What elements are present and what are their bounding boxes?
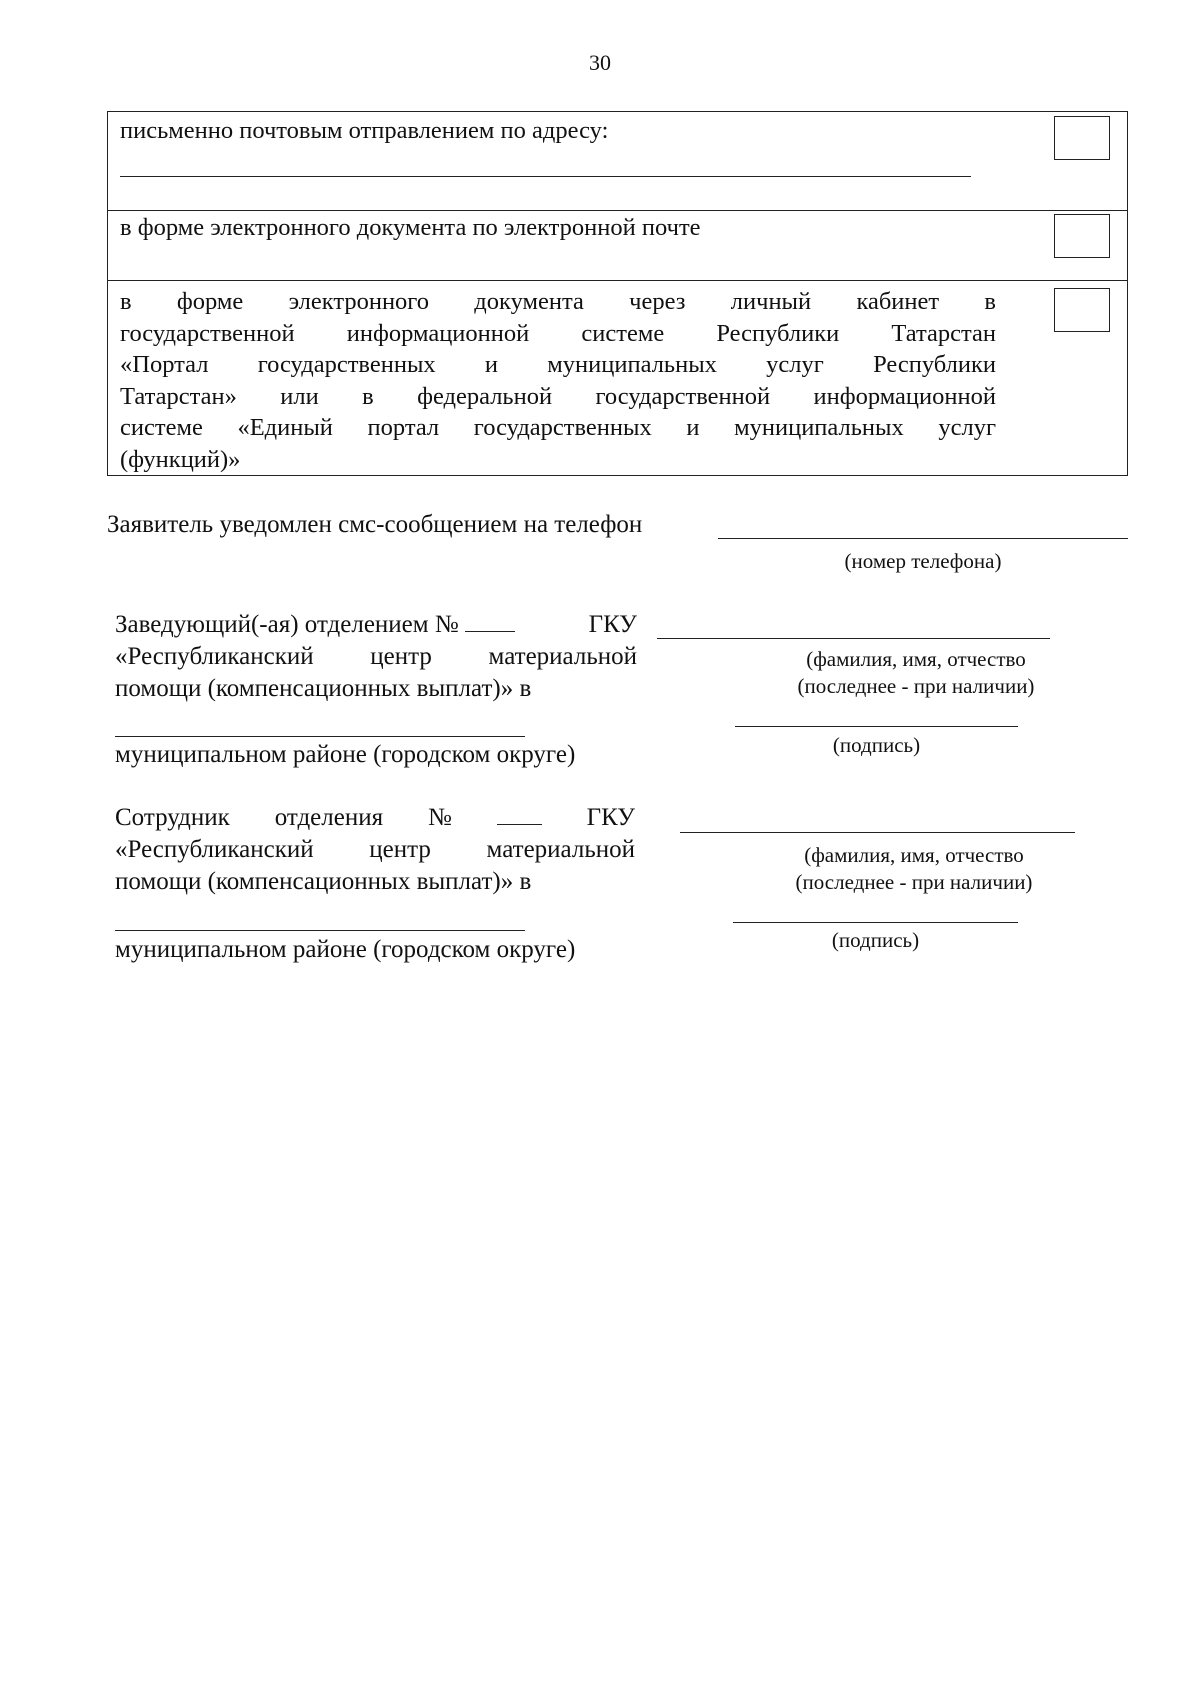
- head-signatory-text: [115, 609, 637, 705]
- staff-signature-field[interactable]: [733, 922, 1018, 923]
- portal-option-label: [120, 286, 996, 475]
- portal-option-line: в форме электронного документа через личный кабинет в: [120, 288, 996, 315]
- phone-number-caption: (номер телефона): [844, 549, 1002, 573]
- postal-option-checkbox[interactable]: [1054, 116, 1110, 160]
- department-number-field[interactable]: [465, 609, 515, 632]
- staff-org-line: «Республиканский центр материальной: [115, 836, 635, 863]
- email-option-checkbox[interactable]: [1054, 214, 1110, 258]
- delivery-option-postal: [108, 112, 1127, 211]
- head-org-abbr: ГКУ: [588, 611, 637, 638]
- staff-department-number-field[interactable]: [497, 802, 542, 825]
- staff-name-caption-note: (последнее - при наличии): [795, 870, 1033, 894]
- staff-org-abbr: ГКУ: [586, 804, 635, 831]
- postal-option-label: письменно почтовым отправлением по адресу:: [120, 117, 609, 144]
- head-name-field[interactable]: [657, 638, 1050, 639]
- portal-option-line: государственной информационной системе Республики Татарстан: [120, 319, 996, 347]
- staff-number-sign: №: [428, 804, 452, 831]
- head-municipality-field[interactable]: [115, 736, 525, 737]
- staff-signature-caption: (подпись): [831, 928, 920, 952]
- phone-number-field[interactable]: [718, 538, 1128, 539]
- delivery-method-table: [107, 111, 1128, 476]
- head-name-caption: (фамилия, имя, отчество: [806, 647, 1026, 671]
- portal-option-line: (функций)»: [120, 445, 241, 473]
- portal-option-line: системе «Единый портал государственных и муниципальных услуг: [120, 414, 996, 441]
- staff-municipality-label: муниципальном районе (городском округе): [115, 936, 576, 963]
- staff-name-caption: (фамилия, имя, отчество: [804, 843, 1024, 867]
- head-municipality-label: муниципальном районе (городском округе): [115, 741, 576, 768]
- staff-title-word: отделения: [274, 804, 384, 831]
- head-signature-field[interactable]: [735, 726, 1018, 727]
- portal-option-checkbox[interactable]: [1054, 288, 1110, 332]
- staff-name-field[interactable]: [680, 832, 1075, 833]
- portal-option-line: «Портал государственных и муниципальных услуг Республики: [120, 351, 996, 378]
- head-signature-caption: (подпись): [832, 733, 921, 757]
- head-org-line: помощи (компенсационных выплат)» в: [115, 675, 532, 702]
- delivery-option-portal: [108, 280, 1127, 475]
- email-option-label: в форме электронного документа по электронной почте: [120, 214, 701, 241]
- head-title-text: Заведующий(-ая) отделением №: [115, 609, 515, 641]
- postal-address-field[interactable]: [120, 176, 971, 177]
- staff-org-line: помощи (компенсационных выплат)» в: [115, 868, 532, 895]
- page-number: 30: [589, 50, 611, 75]
- staff-title-word: Сотрудник: [115, 804, 230, 831]
- staff-signatory-text: [115, 802, 635, 898]
- head-name-caption-note: (последнее - при наличии): [797, 674, 1035, 698]
- delivery-option-email: [108, 210, 1127, 281]
- sms-notice-label: Заявитель уведомлен смс-сообщением на телефон: [107, 511, 643, 538]
- staff-municipality-field[interactable]: [115, 930, 525, 931]
- head-org-line: «Республиканский центр материальной: [115, 643, 637, 670]
- portal-option-line: Татарстан» или в федеральной государственной информационной: [120, 382, 996, 410]
